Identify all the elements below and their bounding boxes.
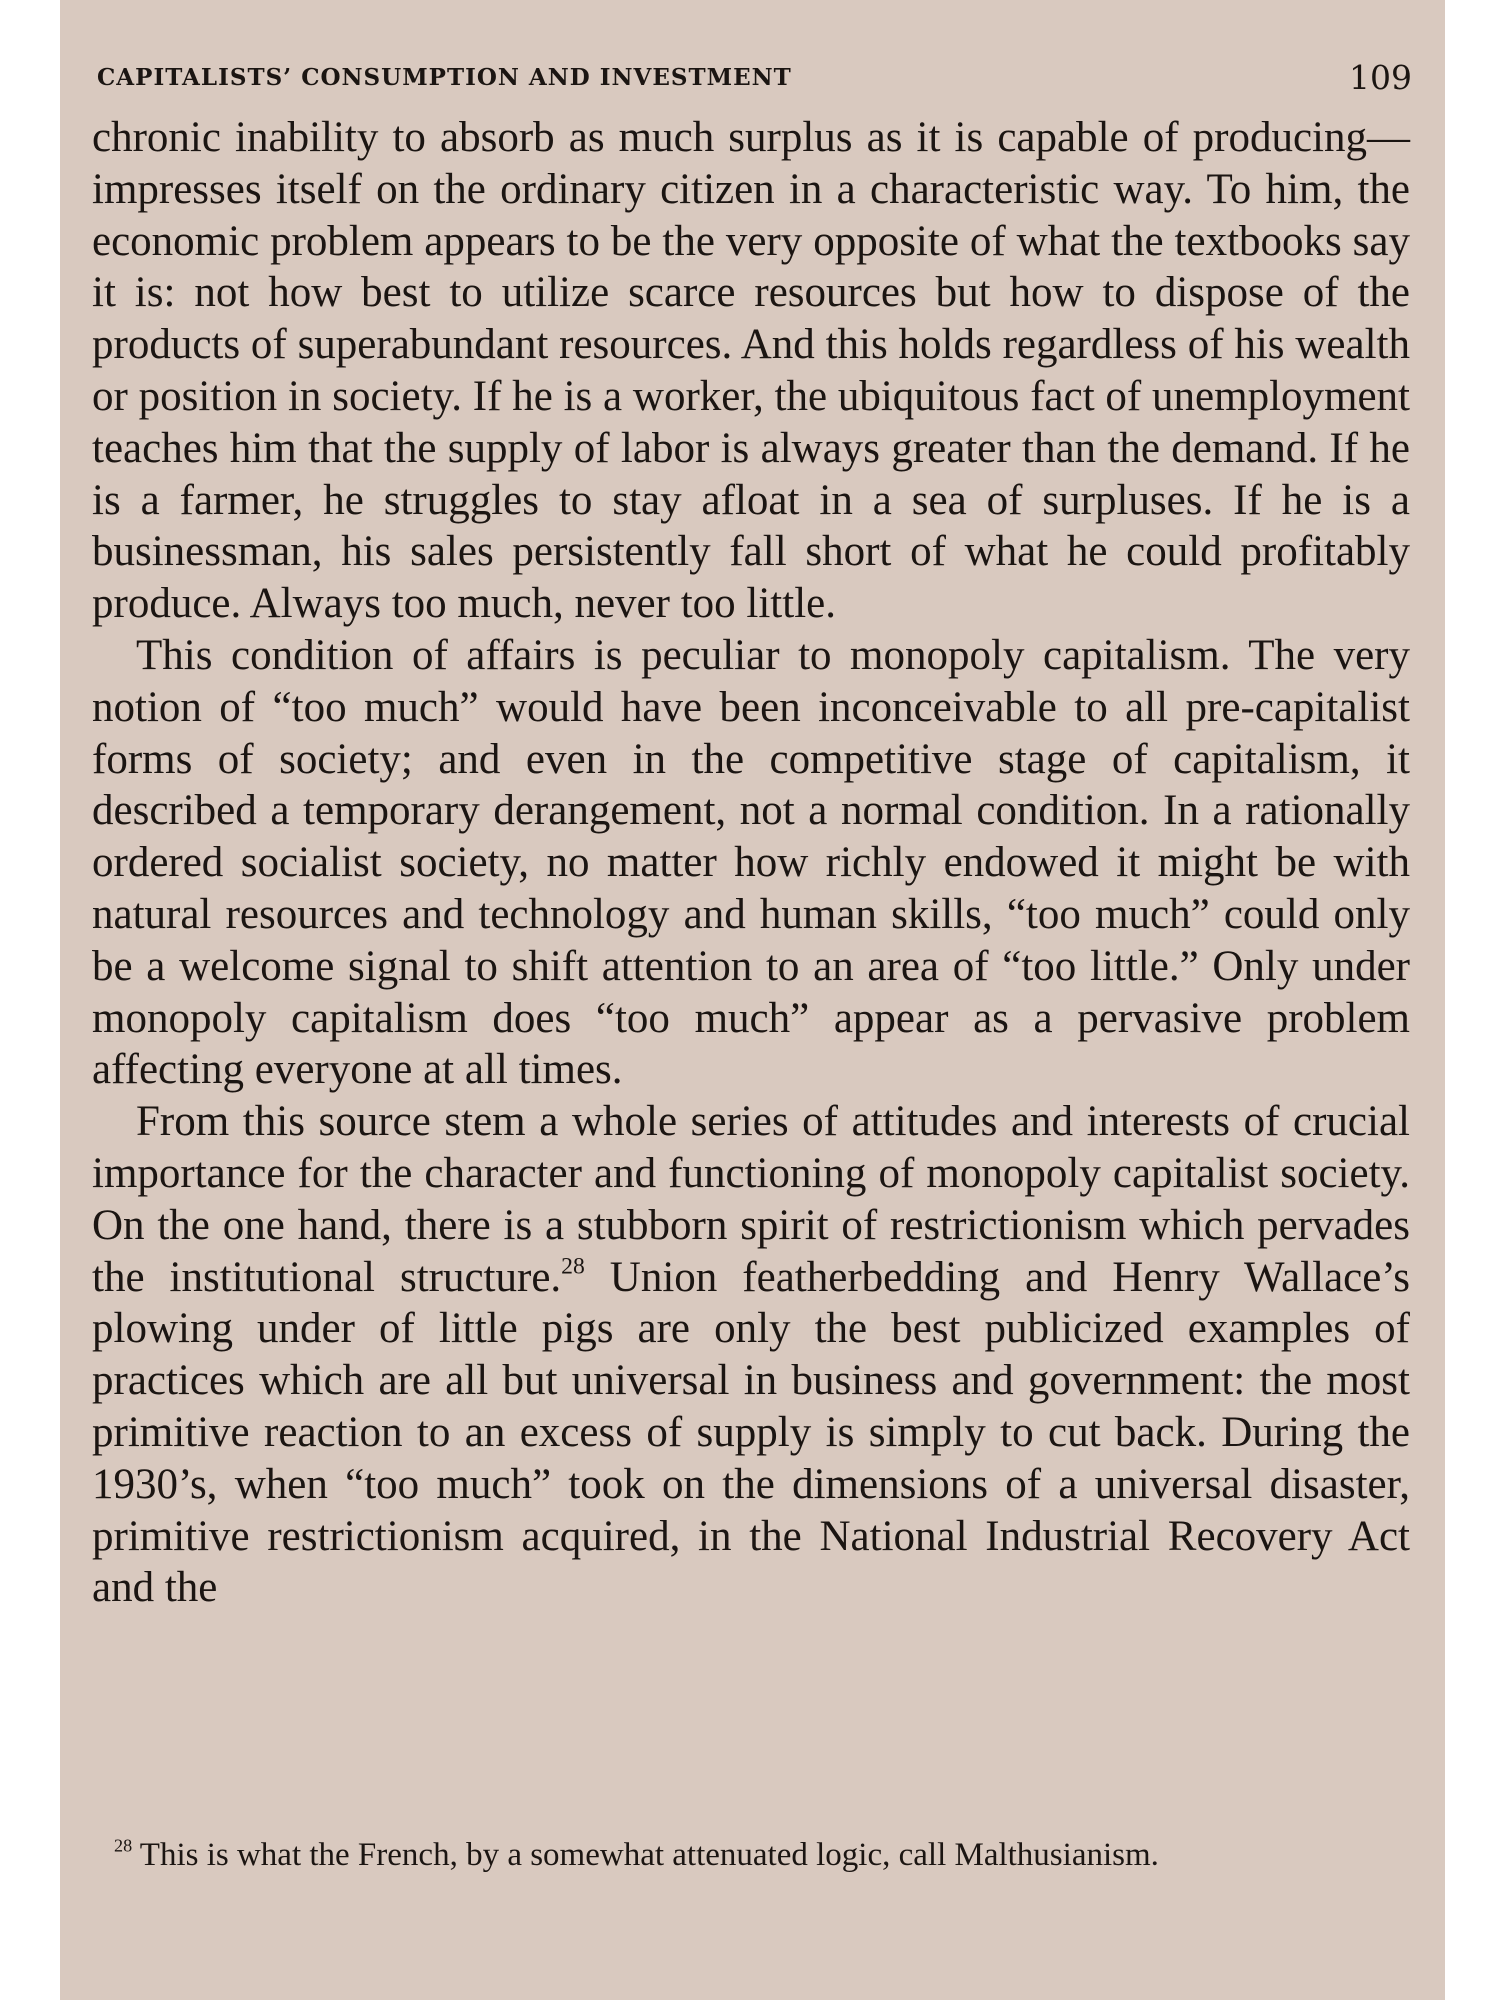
paragraph-continued: chronic inability to absorb as much surplus as it is capable of producing—impresses itself on the ordinary citizen in a characteristic way. To him, the economic problem appears to be the very opposite of what the textbooks say it is: not how best to utilize scarce resources but how to dispose of the products of superabundant resources. And this holds regardless of his wealth or position in society. If he is a worker, the ubiquitous fact of unemployment teaches him that the supply of labor is always greater than the demand. If he is a farmer, he struggles to stay afloat in a sea of surpluses. If he is a businessman, his sales persistently fall short of what he could profitably produce. Always too much, never too little.: [92, 114, 1410, 628]
footnote-number: 28: [114, 1835, 133, 1856]
page-number: 109: [1349, 58, 1412, 97]
footnote: [92, 1836, 1410, 1875]
body-text: [92, 112, 1410, 1614]
page-header: [97, 58, 1412, 98]
paragraph-text: Union featherbedding and Henry Wallace’s plowing under of little pigs are only the best publicized examples of practices which are all but universal in business and government: the most primitive reaction to an excess of supply is simply to cut back. During the 1930’s, when “too much” took on the dimensions of a universal disaster, primitive restrictionism acquired, in the National Industrial Recovery Act and the: [92, 1253, 1411, 1612]
paragraph-text: From this source stem a whole series of attitudes and interests of crucial importance for the character and functioning of monopoly capitalist society. On the one hand, there is a stubborn spirit of restrictionism which pervades the institutional structure.: [92, 1098, 1410, 1301]
footnote-body: This is what the French, by a somewhat attenuated logic, call Malthusianism.: [132, 1837, 1159, 1873]
running-head: CAPITALISTS’ CONSUMPTION AND INVESTMENT: [97, 64, 792, 91]
book-page: [60, 0, 1445, 2000]
footnote-text: [92, 1836, 1410, 1875]
paragraph: This condition of affairs is peculiar to monopoly capitalism. The very notion of “too much” would have been inconceivable to all pre-capitalist forms of society; and even in the competitive stage of capitalism, it described a temporary derangement, not a normal condition. In a rationally ordered socialist society, no matter how richly endowed it might be with natural resources and technology and human skills, “too much” could only be a welcome signal to shift attention to an area of “too little.” Only under monopoly capitalism does “too much” appear as a pervasive problem affecting everyone at all times.: [92, 631, 1410, 1094]
paragraph: [92, 1096, 1410, 1614]
footnote-reference: 28: [561, 1252, 585, 1279]
